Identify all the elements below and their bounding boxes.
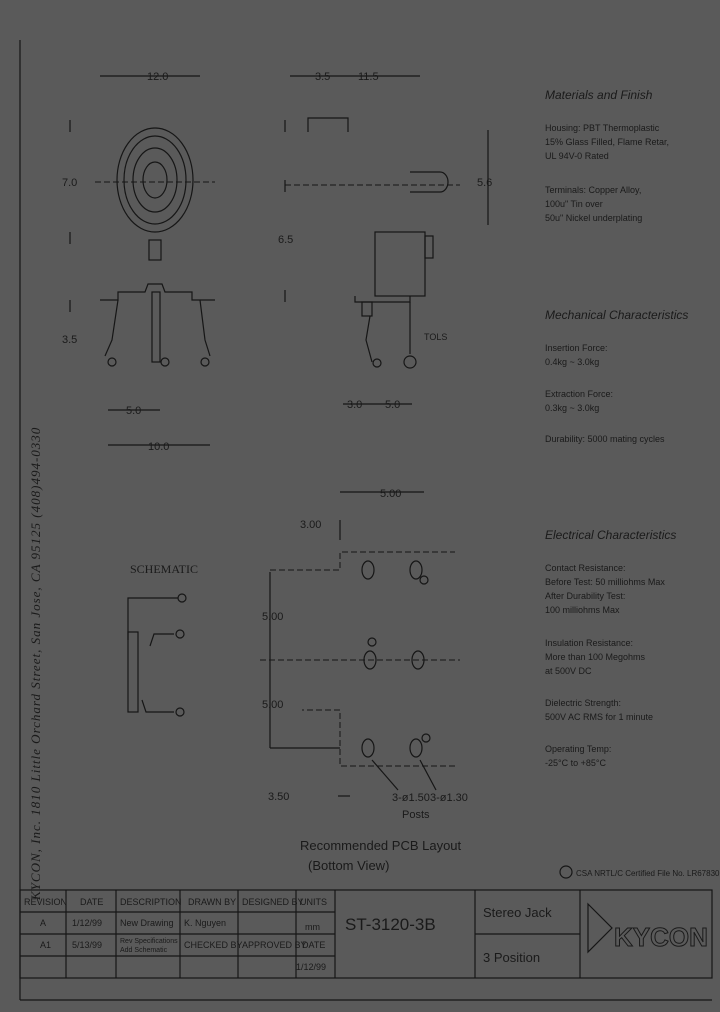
product-name: Stereo Jack bbox=[483, 905, 552, 920]
units-value: mm bbox=[305, 922, 320, 932]
schematic-title: SCHEMATIC bbox=[130, 562, 199, 576]
row1-desc: New Drawing bbox=[120, 918, 174, 928]
mechanical-title: Mechanical Characteristics bbox=[545, 308, 689, 322]
hdr-description: DESCRIPTION bbox=[120, 897, 182, 907]
text-mechanical-lines-1: 0.4kg ~ 3.0kg bbox=[545, 357, 600, 367]
pcb-v-dim-a: 5.00 bbox=[262, 611, 284, 623]
front-span-a-dim: 5.0 bbox=[126, 405, 142, 417]
row2-date: 5/13/99 bbox=[72, 940, 103, 950]
pcb-bottom-dim: 3.50 bbox=[268, 791, 290, 803]
cert-text: CSA NRTL/C Certified File No. LR67830 bbox=[576, 869, 720, 878]
text-materials-lines-2: UL 94V-0 Rated bbox=[545, 151, 609, 161]
text-electrical-lines-13: -25°C to +85°C bbox=[545, 758, 606, 768]
pcb-left-dim: 3.00 bbox=[300, 519, 322, 531]
front-span-b-dim: 10.0 bbox=[148, 441, 170, 453]
electrical-title: Electrical Characteristics bbox=[545, 528, 677, 542]
front-height-dim: 7.0 bbox=[62, 177, 78, 189]
side-tols-label: TOLS bbox=[424, 332, 448, 342]
date-value: 1/12/99 bbox=[296, 962, 327, 972]
side-height-dim: 5.6 bbox=[477, 177, 493, 189]
logo-text: KYCON bbox=[614, 922, 708, 952]
text-materials-lines-1: 15% Glass Filled, Flame Retar, bbox=[545, 137, 670, 147]
part-number: ST-3120-3B bbox=[345, 915, 436, 934]
hdr-date-2: DATE bbox=[302, 940, 326, 950]
text-materials-lines-0: Housing: PBT Thermoplastic bbox=[545, 123, 660, 133]
hdr-revision: REVISION bbox=[24, 897, 68, 907]
text-electrical-lines-12: Operating Temp: bbox=[545, 744, 612, 754]
pcb-caption-2: (Bottom View) bbox=[308, 858, 390, 873]
text-mechanical-lines-3: Extraction Force: bbox=[545, 389, 614, 399]
front-inner-ring bbox=[143, 162, 167, 198]
text-electrical-lines-0: Contact Resistance: bbox=[545, 563, 626, 573]
text-electrical-lines-5: Insulation Resistance: bbox=[545, 638, 634, 648]
text-materials-lines-4: Terminals: Copper Alloy, bbox=[545, 185, 642, 195]
front-width-dim: 12.0 bbox=[147, 71, 169, 83]
text-electrical-lines-7: at 500V DC bbox=[545, 666, 592, 676]
text-materials-lines-6: 50u" Nickel underplating bbox=[545, 213, 643, 223]
pcb-top-dim: 5.00 bbox=[380, 488, 402, 500]
side-pin-height-dim: 6.5 bbox=[278, 234, 294, 246]
text-materials-lines-5: 100u" Tin over bbox=[545, 199, 603, 209]
pcb-posts-label: Posts bbox=[402, 809, 430, 821]
pcb-hole-b: 3-ø1.30 bbox=[430, 792, 468, 804]
text-electrical-lines-2: After Durability Test: bbox=[545, 591, 626, 601]
hdr-drawn-by: DRAWN BY bbox=[188, 897, 237, 907]
schematic bbox=[128, 562, 198, 716]
pcb-v-dim-b: 5.00 bbox=[262, 699, 284, 711]
text-electrical-lines-1: Before Test: 50 milliohms Max bbox=[545, 577, 665, 587]
materials-section bbox=[545, 88, 669, 223]
side-offset-dim: 3.5 bbox=[315, 71, 331, 83]
hdr-checked-by: CHECKED BY bbox=[184, 940, 243, 950]
pcb-layout bbox=[260, 488, 468, 873]
pcb-hole-a: 3-ø1.50 bbox=[392, 792, 430, 804]
text-mechanical-lines-6: Durability: 5000 mating cycles bbox=[545, 434, 665, 444]
pcb-caption-1: Recommended PCB Layout bbox=[300, 838, 462, 853]
csa-logo-icon bbox=[560, 866, 572, 878]
text-electrical-lines-6: More than 100 Megohms bbox=[545, 652, 646, 662]
row1-rev: A bbox=[40, 918, 47, 928]
front-outer-ring bbox=[117, 128, 193, 232]
hdr-approved-by: APPROVED BY bbox=[242, 940, 307, 950]
text-electrical-lines-10: 500V AC RMS for 1 minute bbox=[545, 712, 654, 722]
vertical-address: KYCON, Inc. 1810 Little Orchard Street, San Jose, CA 95125 (408)494-0330 bbox=[28, 426, 43, 900]
text-mechanical-lines-4: 0.3kg ~ 3.0kg bbox=[545, 403, 600, 413]
materials-title: Materials and Finish bbox=[545, 88, 653, 102]
electrical-section bbox=[545, 528, 676, 768]
positions: 3 Position bbox=[483, 950, 541, 965]
kycon-logo-icon bbox=[588, 904, 612, 952]
row2-desc-1: Rev Specifications bbox=[120, 938, 178, 945]
row2-desc-2: Add Schematic bbox=[120, 947, 168, 954]
row1-date: 1/12/99 bbox=[72, 918, 103, 928]
front-pin-height-dim: 3.5 bbox=[62, 334, 78, 346]
side-span-b-dim: 5.0 bbox=[385, 399, 401, 411]
text-mechanical-lines-0: Insertion Force: bbox=[545, 343, 608, 353]
title-block bbox=[20, 890, 712, 978]
text-electrical-lines-3: 100 milliohms Max bbox=[545, 605, 620, 615]
side-view bbox=[278, 71, 492, 411]
mechanical-section bbox=[545, 308, 688, 444]
row2-rev: A1 bbox=[40, 940, 52, 950]
front-ring-3 bbox=[133, 148, 177, 212]
hdr-units: UNITS bbox=[300, 897, 327, 907]
text-electrical-lines-9: Dielectric Strength: bbox=[545, 698, 622, 708]
row1-by: K. Nguyen bbox=[184, 918, 227, 928]
side-length-dim: 11.5 bbox=[358, 71, 379, 83]
front-view bbox=[62, 71, 215, 453]
hdr-date: DATE bbox=[80, 897, 104, 907]
side-span-a-dim: 3.0 bbox=[347, 399, 363, 411]
hdr-designed-by: DESIGNED BY bbox=[242, 897, 304, 907]
